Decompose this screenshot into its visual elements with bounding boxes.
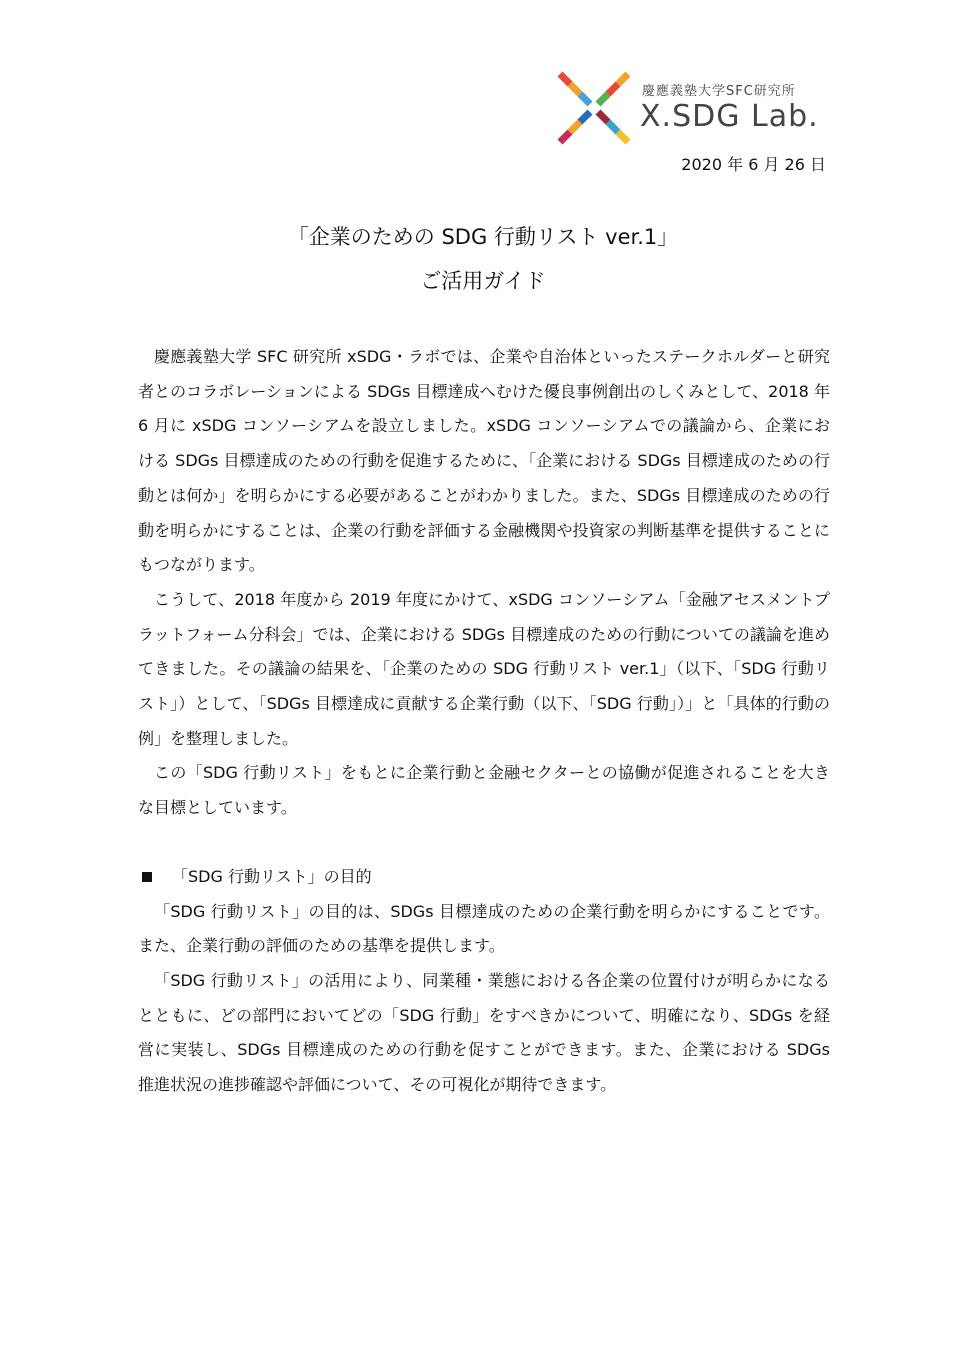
document-title: 「企業のための SDG 行動リスト ver.1」 [287,225,679,249]
square-bullet-icon [142,872,152,882]
document-subtitle: ご活用ガイド [420,269,546,293]
document-body [138,340,830,1103]
section-heading [138,860,830,895]
intro-paragraph: こうして、2018 年度から 2019 年度にかけて、xSDG コンソーシアム「金融アセスメントプラットフォーム分科会」では、企業における SDGs 目標達成のための行動についての議論を進めてきました。その議論の結果を、「企業のための SDG 行動リスト ver.1」（以下、「SDG 行動リスト」）として、「SDGs 目標達成に貢献する企業行動（以下、「SDG 行動」）」と「具体的行動の例」を整理しました。 [138,589,830,748]
x-mark-icon [554,68,634,148]
intro-paragraph: 慶應義塾大学 SFC 研究所 xSDG・ラボでは、企業や自治体といったステークホルダーと研究者とのコラボレーションによる SDGs 目標達成へむけた優良事例創出のしくみとして、2018 年 6 月に xSDG コンソーシアムを設立しました。xSDG コンソーシアムでの議論から、企業における SDGs 目標達成のための行動を促進するために、「企業における SDGs 目標達成のための行動とは何か」を明らかにする必要があることがわかりました。また、SDGs 目標達成のための行動を明らかにすることは、企業の行動を評価する金融機関や投資家の判断基準を提供することにもつながります。 [138,347,830,575]
logo-subtitle: 慶應義塾大学SFC研究所 [642,84,796,99]
document-date: 2020 年 6 月 26 日 [681,155,826,174]
section-paragraph: 「SDG 行動リスト」の目的は、SDGs 目標達成のための企業行動を明らかにすることです。また、企業行動の評価のための基準を提供します。 [138,901,830,956]
xsdg-lab-logo [554,68,824,148]
logo-name: X.SDG Lab. [640,99,819,134]
intro-paragraph: この「SDG 行動リスト」をもとに企業行動と金融セクターとの協働が促進されることを大きな目標としています。 [138,763,830,818]
section-paragraph: 「SDG 行動リスト」の活用により、同業種・業態における各企業の位置付けが明らかになるとともに、どの部門においてどの「SDG 行動」をすべきかについて、明確になり、SDGs を経営に実装し、SDGs 目標達成のための行動を促すことができます。また、企業における SDGs 推進状況の進捗確認や評価について、その可視化が期待できます。 [138,970,830,1095]
section-heading-text: 「SDG 行動リスト」の目的 [172,866,372,886]
